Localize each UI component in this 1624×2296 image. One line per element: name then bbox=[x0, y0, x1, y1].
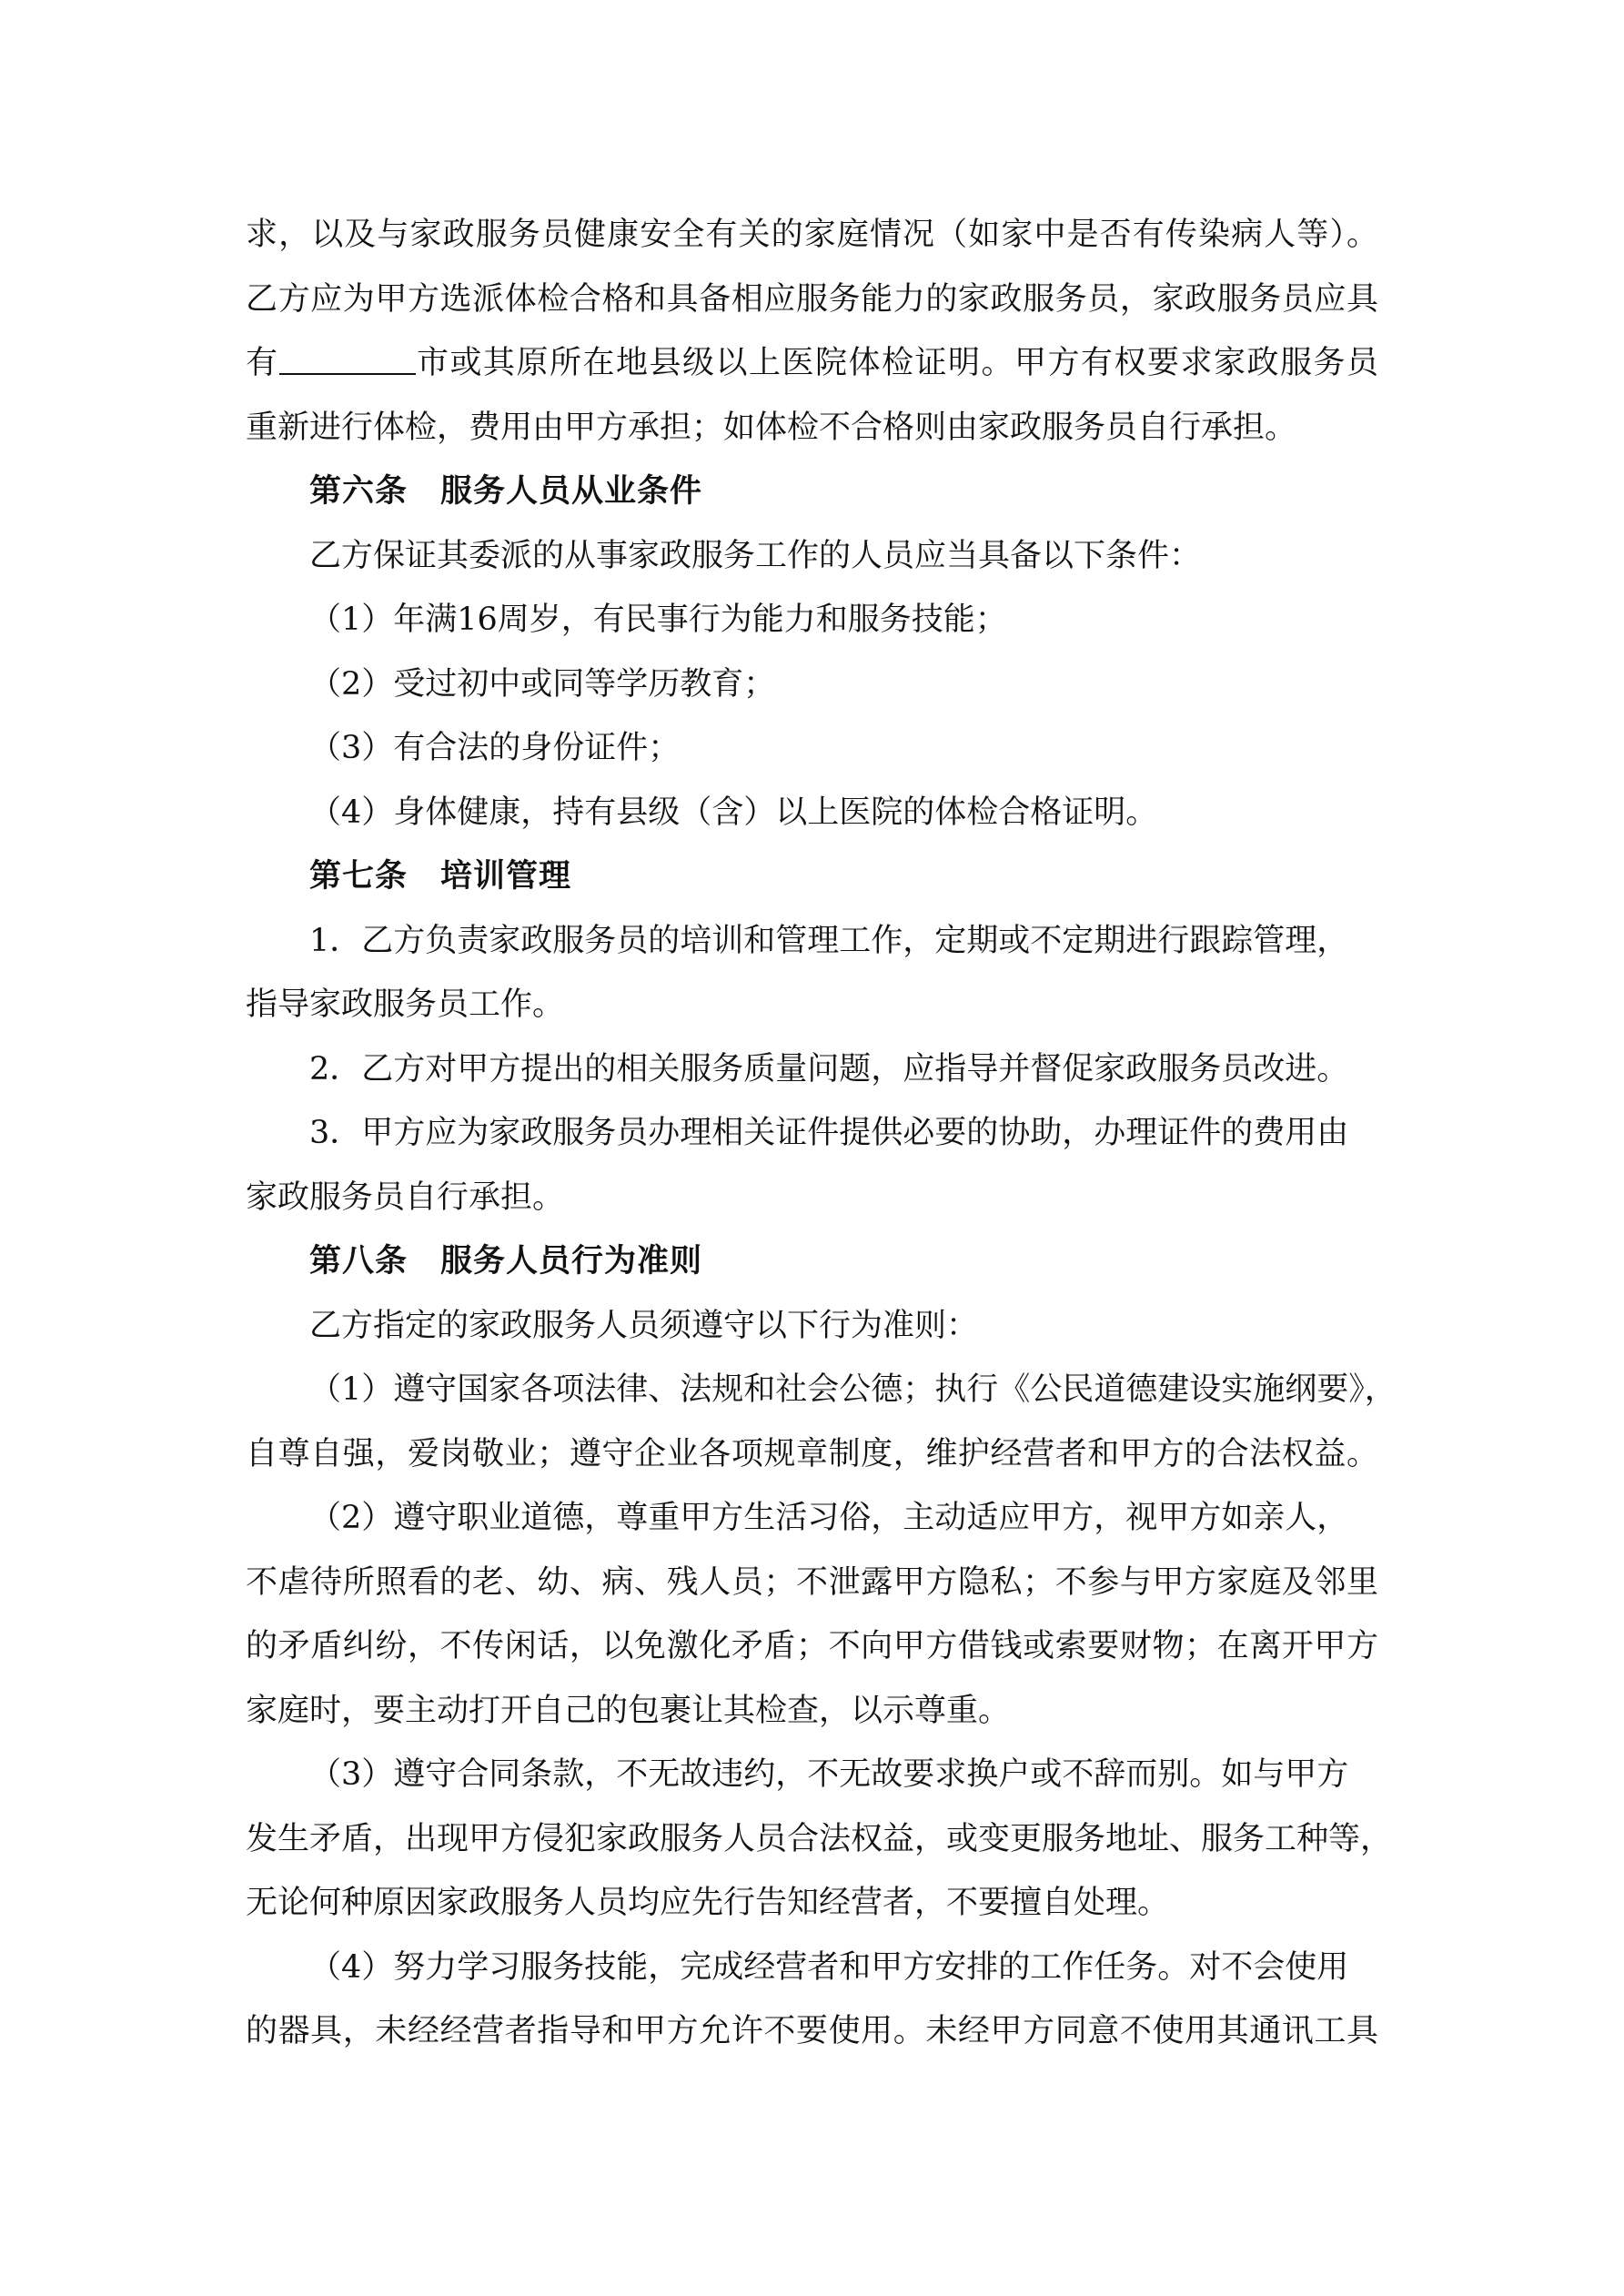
list-item: （1）年满16周岁，有民事行为能力和服务技能； bbox=[309, 602, 1007, 638]
text-line: 发生矛盾，出现甲方侵犯家政服务人员合法权益，或变更服务地址、服务工种等， bbox=[246, 1820, 1393, 1857]
text-line: 求，以及与家政服务员健康安全有关的家庭情况（如家中是否有传染病人等）。 bbox=[246, 217, 1378, 253]
document-body bbox=[246, 203, 1397, 2064]
text-line: 乙方保证其委派的从事家政服务工作的人员应当具备以下条件： bbox=[309, 537, 1202, 574]
text-line: 3．甲方应为家政服务员办理相关证件提供必要的协助，办理证件的费用由 bbox=[309, 1115, 1349, 1151]
text-line: 指导家政服务员工作。 bbox=[246, 986, 565, 1023]
list-item: （3）有合法的身份证件； bbox=[309, 730, 681, 766]
text-line: 无论何种原因家政服务人员均应先行告知经营者，不要擅自处理。 bbox=[246, 1885, 1170, 1921]
text-fragment: 有 bbox=[246, 345, 279, 381]
article-heading: 第八条 服务人员行为准则 bbox=[309, 1243, 703, 1279]
text-line: 重新进行体检，费用由甲方承担；如体检不合格则由家政服务员自行承担。 bbox=[246, 409, 1297, 446]
text-line: 的器具，未经经营者指导和甲方允许不要使用。未经甲方同意不使用其通讯工具 bbox=[246, 2013, 1378, 2049]
text-line: （4）努力学习服务技能，完成经营者和甲方安排的工作任务。对不会使用 bbox=[309, 1948, 1349, 1986]
text-line: 家庭时，要主动打开自己的包裹让其检查，以示尊重。 bbox=[246, 1692, 1011, 1729]
text-line: 1．乙方负责家政服务员的培训和管理工作，定期或不定期进行跟踪管理， bbox=[309, 922, 1349, 959]
text-fragment: 市或其原所在地县级以上医院体检证明。甲方有权要求家政服务员 bbox=[415, 345, 1378, 381]
fill-in-blank bbox=[279, 346, 416, 375]
text-line: 乙方应为甲方选派体检合格和具备相应服务能力的家政服务员，家政服务员应具 bbox=[246, 280, 1378, 318]
text-line: 自尊自强，爱岗敬业；遵守企业各项规章制度，维护经营者和甲方的合法权益。 bbox=[246, 1435, 1378, 1472]
article-heading: 第七条 培训管理 bbox=[309, 858, 572, 895]
text-line: （3）遵守合同条款，不无故违约，不无故要求换户或不辞而别。如与甲方 bbox=[309, 1756, 1349, 1793]
list-item: （4）身体健康，持有县级（含）以上医院的体检合格证明。 bbox=[309, 794, 1158, 831]
text-line: 的矛盾纠纷，不传闲话，以免激化矛盾；不向甲方借钱或索要财物；在离开甲方 bbox=[246, 1628, 1378, 1664]
text-line: 家政服务员自行承担。 bbox=[246, 1178, 565, 1216]
article-heading: 第六条 服务人员从业条件 bbox=[309, 473, 703, 510]
text-line: 乙方指定的家政服务人员须遵守以下行为准则： bbox=[309, 1307, 979, 1344]
text-line: 2．乙方对甲方提出的相关服务质量问题，应指导并督促家政服务员改进。 bbox=[309, 1050, 1349, 1087]
text-line: （1）遵守国家各项法律、法规和社会公德；执行《公民道德建设实施纲要》， bbox=[309, 1371, 1397, 1408]
list-item: （2）受过初中或同等学历教育； bbox=[309, 665, 776, 703]
text-line: 不虐待所照看的老、幼、病、残人员；不泄露甲方隐私；不参与甲方家庭及邻里 bbox=[246, 1563, 1378, 1601]
text-line bbox=[246, 331, 1378, 396]
text-line: （2）遵守职业道德，尊重甲方生活习俗，主动适应甲方，视甲方如亲人， bbox=[309, 1500, 1349, 1536]
